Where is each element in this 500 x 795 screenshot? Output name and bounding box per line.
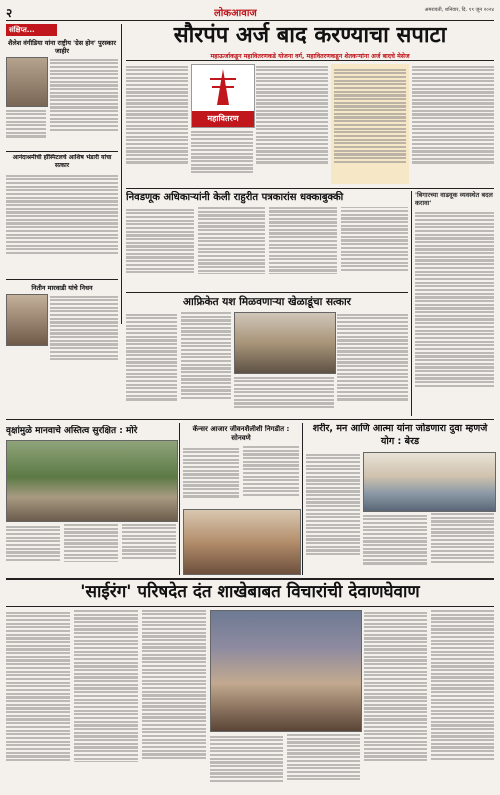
lead-body-col3 xyxy=(412,64,494,184)
trees-body xyxy=(6,524,176,572)
bottom-body-right xyxy=(364,610,494,790)
bottom-headline: 'साईरंग' परिषदेत दंत शाखेबाबत विचारांची देवाणघेवाण xyxy=(80,582,420,602)
lead-body-col1 xyxy=(126,64,188,184)
brief-story1-body-2 xyxy=(6,108,46,148)
yoga-body-left xyxy=(306,452,360,574)
brief-story1-title: शैलेश वंगीडिया यांना राष्ट्रीय 'ग्रेस होन' पुरस्कार जाहीर xyxy=(8,39,116,55)
obituary-photo xyxy=(6,294,48,346)
brief-story2-body xyxy=(6,173,118,273)
brief-story3-body xyxy=(50,294,118,384)
reporters-body xyxy=(126,207,408,289)
cancer-body xyxy=(183,446,299,506)
brief-section-label: संक्षिप्त... xyxy=(6,24,57,36)
yoga-body-right xyxy=(363,513,494,574)
page-header xyxy=(6,4,494,21)
athletes-body-left xyxy=(126,312,231,416)
lead-headline: सौरपंप अर्ज बाद करण्याचा सपाटा xyxy=(173,23,447,48)
employee-body xyxy=(415,210,494,415)
mahavitaran-logo xyxy=(191,64,255,128)
yoga-photo xyxy=(363,452,496,512)
trees-photo xyxy=(6,440,178,522)
lead-highlight-box xyxy=(331,64,409,184)
lead-subhead: महाऊर्जाकडून महावितरणकडे योजना वर्ग, महावितरणकडून शेतकऱ्यांना अर्ज बादचे मेसेज xyxy=(210,53,410,60)
yoga-headline: शरीर, मन आणि आत्मा यांना जोडणारा दुवा म्हणजे योग : बेरड xyxy=(312,423,488,447)
employee-headline: 'बिगारच्या वाढवूक व्यवस्थेत बदल करावा' xyxy=(415,191,493,207)
bottom-body-left xyxy=(6,610,206,790)
bottom-body-under-photo xyxy=(210,734,360,790)
athletes-headline: आफ्रिकेत यश मिळवणाऱ्या खेळाडूंचा सत्कार xyxy=(183,296,351,308)
trees-headline: वृक्षांमुळे मानवाचे अस्तित्व सुरक्षित : मोरे xyxy=(6,426,138,436)
reporters-headline: निवडणूक अधिकाऱ्यांनी केली राहुरीत पत्रकारांस धक्काबुक्की xyxy=(126,192,344,203)
cancer-headline: कॅन्सर आजार जीवनशैलीशी निगडीत : सोनवणे xyxy=(192,425,290,442)
conference-photo xyxy=(210,610,362,732)
athletes-photo xyxy=(234,312,336,374)
lead-body-col2 xyxy=(256,64,328,184)
cancer-photo xyxy=(183,509,301,575)
lead-body-under-logo xyxy=(191,129,253,184)
brief-story1-body xyxy=(50,57,118,147)
award-photo xyxy=(6,57,48,107)
brief-story2-title: आनंदाश्रमीची हॉस्पिटलचे आशिष भंडारी यांचा सत्कार xyxy=(12,154,112,169)
brief-column xyxy=(6,24,118,434)
athletes-body-below-photo xyxy=(234,375,334,416)
tower-icon xyxy=(192,65,254,109)
date-line: अमरावती, शनिवार, दि. १९ जून २०२४ xyxy=(424,7,494,13)
brief-story3-title: नितीन मारवाडी यांचे निधन xyxy=(31,284,93,292)
logo-text: महावितरण xyxy=(192,111,254,127)
athletes-body-right xyxy=(337,312,408,416)
paper-name: लोकआवाज xyxy=(214,8,257,19)
page-number: २ xyxy=(6,6,13,20)
